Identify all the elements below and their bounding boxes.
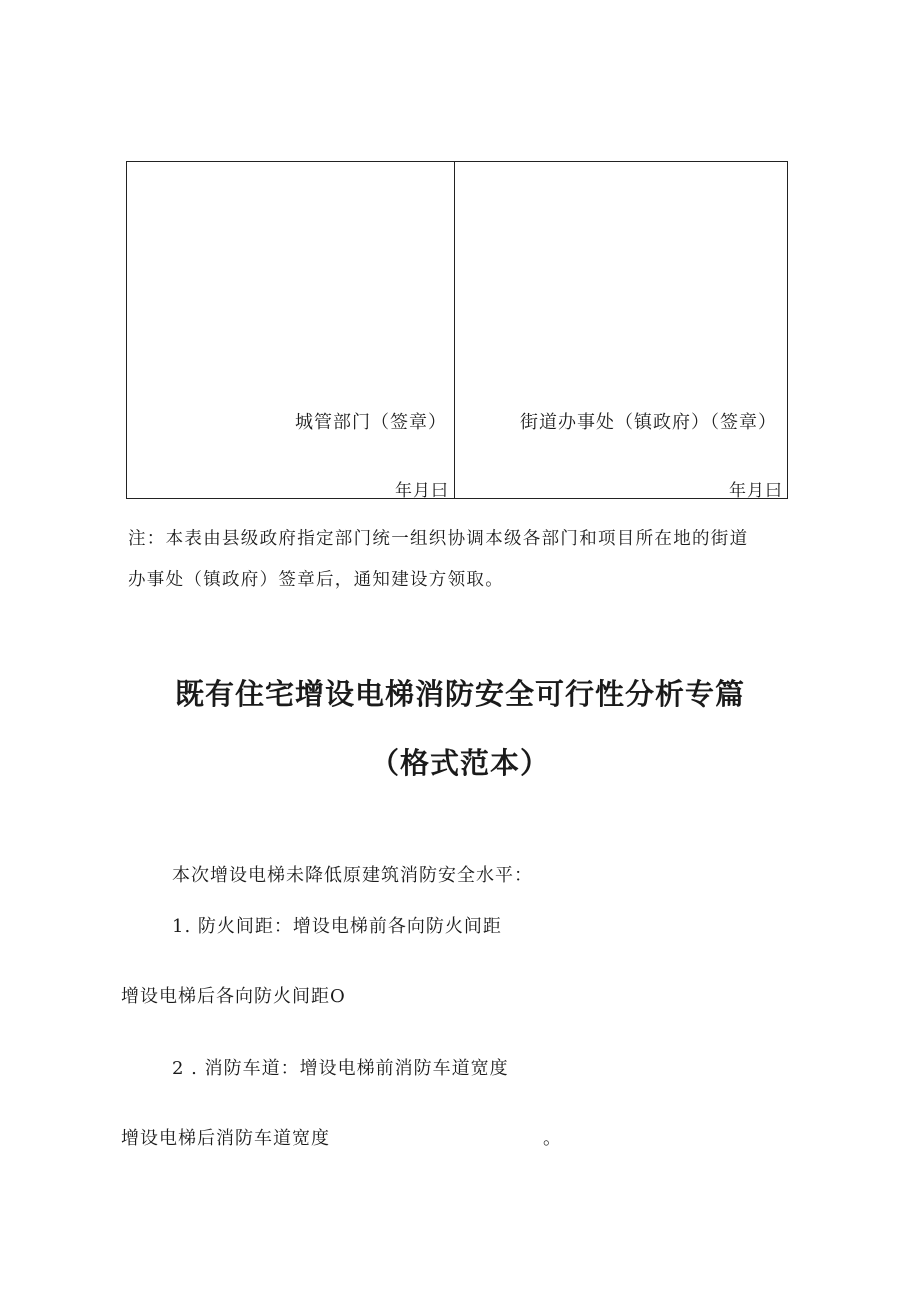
document-title: 既有住宅增设电梯消防安全可行性分析专篇: [174, 677, 745, 711]
document-subtitle: （格式范本）: [369, 746, 550, 780]
city-management-date-label: 年月曰: [395, 481, 449, 501]
table-note: [128, 519, 792, 601]
fire-spacing-after-item: 增设电梯后各向防火间距O: [121, 986, 346, 1007]
subdistrict-office-date-label: 年月曰: [729, 481, 783, 501]
fire-lane-after-period: 。: [543, 1128, 562, 1149]
table-divider: [454, 162, 455, 498]
intro-paragraph: 本次增设电梯未降低原建筑消防安全水平：: [172, 865, 533, 886]
subdistrict-office-seal-label: 街道办事处（镇政府）（签章）: [520, 412, 777, 433]
note-line-2: 办事处（镇政府）签章后，通知建设方领取。: [128, 570, 504, 590]
fire-lane-after-item: 增设电梯后消防车道宽度: [121, 1128, 330, 1149]
fire-lane-item: 2 . 消防车道：增设电梯前消防车道宽度: [172, 1058, 509, 1079]
note-line-1: 注：本表由县级政府指定部门统一组织协调本级各部门和项目所在地的街道: [128, 529, 749, 549]
fire-spacing-item: 1. 防火间距：增设电梯前各向防火间距: [172, 916, 502, 937]
city-management-seal-label: 城管部门（签章）: [295, 412, 447, 433]
signature-table: [126, 161, 788, 499]
